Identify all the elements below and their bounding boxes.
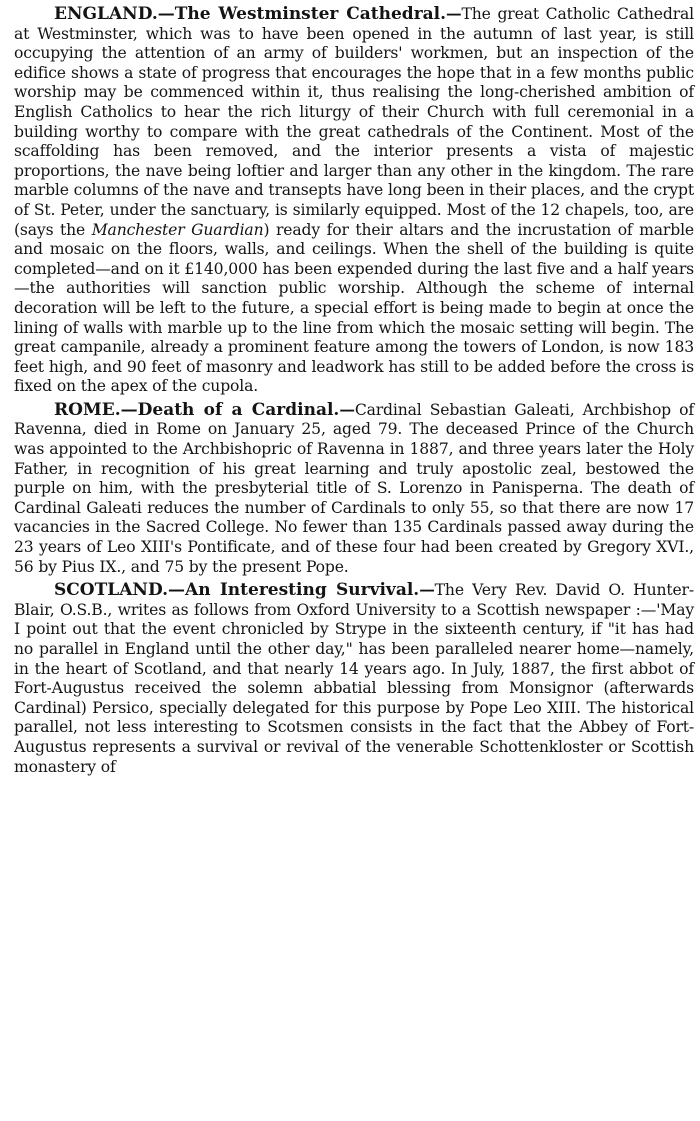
article-paragraph <box>14 580 694 777</box>
article-body: Cardinal Sebastian Galeati, Archbishop of Ravenna, died in Rome on January 25, aged 79. The deceased Prince of the Church was appointed to the Archbishopric of Ravenna in 1887, and three years later the Holy Father, in recognition of his great learning and truly apostolic zeal, bestowed the purple on him, with the presbyterial title of S. Lorenzo in Panisperna. The death of Cardinal Galeati reduces the number of Cardinals to only 55, so that there are now 17 vacancies in the Sacred College. No fewer than 135 Cardinals passed away during the 23 years of Leo XIII's Pontificate, and of these four had been created by Gregory XVI., 56 by Pius IX., and 75 by the present Pope. <box>14 400 694 576</box>
article-body: The Very Rev. David O. Hunter-Blair, O.S.B., writes as follows from Oxford University to a Scottish newspaper :—'May I point out that the event chronicled by Strype in the sixteenth century, if "it has had no parallel in England until the other day," has been paralleled nearer home—namely, in the heart of Scotland, and that nearly 14 years ago. In July, 1887, the first abbot of Fort-Augustus received the solemn abbatial blessing from Monsignor (afterwards Cardinal) Persico, specially delegated for this purpose by Pope Leo XIII. The historical parallel, not less interesting to Scotsmen consists in the fact that the Abbey of Fort-Augustus represents a survival or revival of the venerable Schottenkloster or Scottish monastery of <box>14 581 694 776</box>
article-rome <box>14 400 694 577</box>
article-england <box>14 4 694 397</box>
publication-title: Manchester Guardian <box>91 220 264 239</box>
article-body-part: ) ready for their altars and the incrustation of marble and mosaic on the floors, walls, and ceilings. When the shell of the building is quite completed—and on it £140,000 has been expended during the last five and a half years—the authorities will sanction public worship. Although the scheme of internal decoration will be left to the future, a special effort is being made to begin at once the lining of walls with marble up to the line from which the mosaic setting will begin. The great campanile, already a prominent feature among the towers of London, is now 183 feet high, and 90 feet of masonry and leadwork has still to be added before the cross is fixed on the apex of the cupola. <box>14 220 694 396</box>
kicker-dash: — <box>419 580 435 600</box>
article-kicker: ROME.—Death of a Cardinal. <box>54 399 340 420</box>
article-paragraph <box>14 4 694 397</box>
article-paragraph <box>14 400 694 577</box>
kicker-dash: — <box>446 4 462 23</box>
kicker-dash: — <box>339 399 355 419</box>
article-body-part: The great Catholic Cathedral at Westminster, which was to have been opened in the autumn of last year, is still occupying the attention of an army of builders' workmen, but an inspection of the edifice shows a state of progress that encourages the hope that in a few months public worship may be commenced within it, thus realising the long-cherished ambition of English Catholics to hear the rich liturgy of their Church with full ceremonial in a building worthy to compare with the great cathedrals of the Continent. Most of the scaffolding has been removed, and the interior presents a vista of majestic proportions, the nave being loftier and larger than any other in the kingdom. The rare marble columns of the nave and transepts have long been in their places, and the crypt of St. Peter, under the sanctuary, is similarly equipped. Most of the 12 chapels, too, are (says the <box>14 5 694 239</box>
article-scotland <box>14 580 694 777</box>
article-kicker: ENGLAND.—The Westminster Cathedral. <box>54 4 447 24</box>
article-kicker: SCOTLAND.—An Interesting Survival. <box>54 580 420 601</box>
